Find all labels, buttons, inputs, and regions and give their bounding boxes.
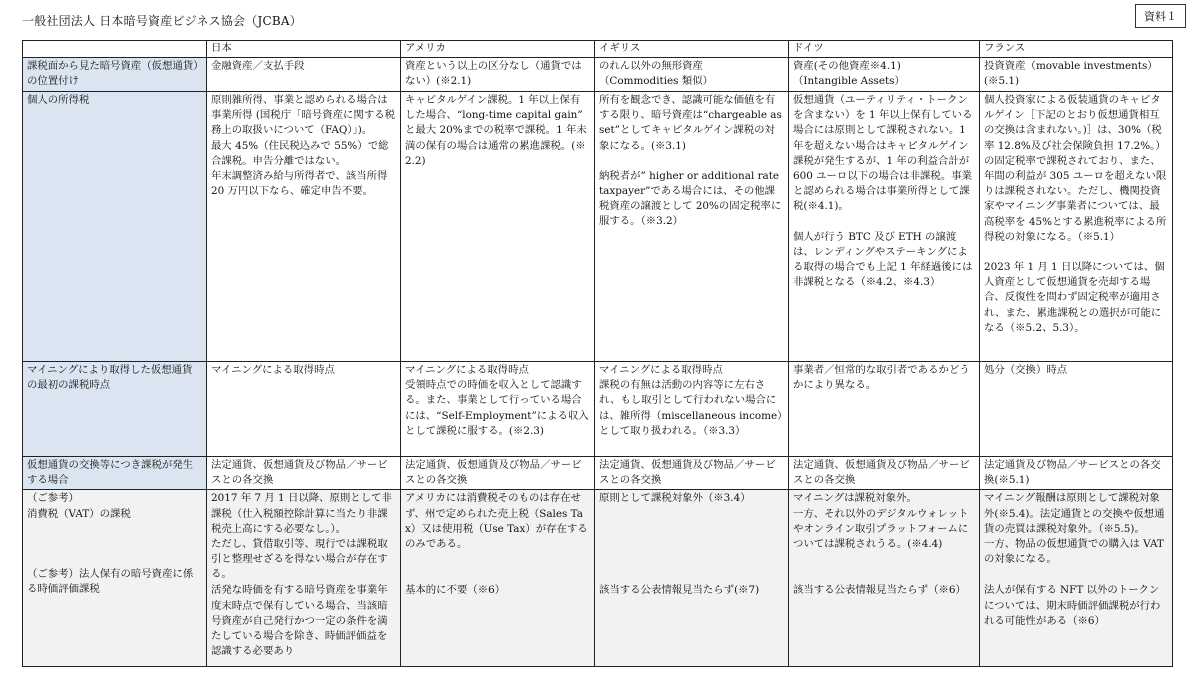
cell-paragraph: 該当する公表情報見当たらず(※7) [599,584,760,597]
cell-japan [207,92,401,362]
cell-paragraph: 資産という以上の区分なし（通貨ではない）(※2.1) [405,60,582,88]
cell-france [980,58,1173,92]
valuation-section [984,583,1168,629]
cell-paragraph: 原則として課税対象外（※3.4） [599,492,751,505]
cell-uk [595,362,789,457]
cell-paragraph: 資産(その他資産※4.1) [793,60,901,72]
cell-paragraph: 事業者／恒常的な取引者であるかどうかにより異なる。 [793,364,970,392]
document-number-badge: 資料１ [1135,4,1186,28]
cell-paragraph: （ご参考） [27,492,79,505]
cell-uk [595,58,789,92]
country-header-germany: ドイツ [789,41,980,58]
cell-germany [789,457,980,490]
row-individual-income-tax [23,92,1173,362]
cell-uk [595,457,789,490]
cell-france [980,92,1173,362]
cell-usa [401,362,595,457]
cell-paragraph: ただし、貸借取引等、現行では課税取引と整理せざるを得ない場合が存在する。 [211,538,388,581]
paragraph-gap [599,154,784,169]
paragraph-gap [27,552,202,567]
cell-paragraph: 所有を観念でき、認識可能な価値を有する限り、暗号資産は“chargeable asset”としてキャピタルゲイン課税の対象になる。(※3.1) [599,94,782,152]
cell-france [980,362,1173,457]
vat-section [599,491,784,583]
cell-paragraph: 法人が保有する NFT 以外のトークンについては、期末時価評価課税が行われる可能性がある（※6） [984,584,1161,627]
row-mining-taxation-timing [23,362,1173,457]
cell-germany [789,362,980,457]
tax-comparison-table [22,40,1173,667]
cell-paragraph: 最大 45%（住民税込みで 55%）で総合課税。申告分離ではない。 [211,139,389,167]
cell-paragraph: 課税の有無は活動の内容等に左右され、もし取引として行われない場合には、雑所得（miscellaneous income）として取り扱われる。（※3.3） [599,379,783,437]
cell-paragraph: のれん以外の無形資産 [599,60,703,72]
cell-paragraph: 該当する公表情報見当たらず（※6） [793,584,966,597]
row-label-exchange-taxable-events: 仮想通貨の交換等につき課税が発生する場合 [23,457,207,490]
paragraph-gap [27,522,202,537]
cell-paragraph: 活発な時価を有する暗号資産を事業年度末時点で保有している場合、当該暗号資産が自己発行かつ一定の条件を満たしている場合を除き、時価評価益を認識する必要あり [211,584,388,658]
valuation-section [211,583,396,659]
cell-reference-usa [401,490,595,667]
cell-paragraph: 2017 年 7 月 1 日以降、原則として非課税（仕入税額控除計算に当たり非課税売上高にする必要なし。）。 [211,492,392,535]
cell-paragraph: 処分（交換）時点 [984,364,1068,376]
country-header-usa: アメリカ [401,41,595,58]
row-label-mining-taxation-timing: マイニングにより取得した仮想通貨の最初の課税時点 [23,362,207,457]
cell-paragraph: 法定通貨、仮想通貨及び物品／サービスとの各交換 [405,459,582,487]
cell-paragraph: マイニングは課税対象外。 [793,492,917,505]
cell-germany [789,58,980,92]
paragraph-gap [27,537,202,552]
row-reference-vat-and-corporate-valuation [23,490,1173,667]
cell-paragraph: （ご参考）法人保有の暗号資産に係る時価評価課税 [27,567,194,596]
cell-paragraph: 金融資産／支払手段 [211,60,305,72]
cell-france [980,457,1173,490]
cell-paragraph: マイニングによる取得時点 [599,364,723,376]
cell-reference-germany [789,490,980,667]
cell-paragraph: 法定通貨、仮想通貨及び物品／サービスとの各交換 [211,459,388,487]
cell-paragraph: （Intangible Assets） [793,75,905,88]
row-label-reference [23,490,207,667]
cell-paragraph: 2023 年 1 月 1 日以降については、個人資産として仮想通貨を売却する場合、反復性を問わず固定税率が適用され、また、累進課税との選択が可能になる（※5.2、5.3）。 [984,261,1165,334]
cell-paragraph: 納税者が” higher or additional rate taxpayer”である場合には、その他課税資産の譲渡として 20%の固定税率に服する。（※3.2） [599,169,782,228]
cell-usa [401,457,595,490]
cell-paragraph: 一方、物品の仮想通貨での購入は VAT の対象になる。 [984,538,1164,566]
cell-paragraph: 原則雑所得、事業と認められる場合は事業所得 (国税庁「暗号資産に関する税務上の取扱いについて（FAQ）」)。 [211,94,395,137]
row-asset-positioning [23,58,1173,92]
valuation-section [405,583,590,598]
paragraph-gap [793,215,975,230]
cell-usa [401,58,595,92]
vat-section [793,491,975,583]
cell-usa [401,92,595,362]
corner-cell [23,41,207,58]
country-header-france: フランス [980,41,1173,58]
cell-paragraph: 法定通貨及び物品／サービスとの各交換(※5.1) [984,459,1161,487]
cell-paragraph: マイニングによる取得時点 [211,364,335,376]
cell-japan [207,362,401,457]
cell-paragraph: 年末調整済み給与所得者で、該当所得 20 万円以下なら、確定申告不要。 [211,170,388,198]
cell-paragraph: 基本的に不要（※6） [405,584,506,597]
cell-reference-japan [207,490,401,667]
organization-name: 一般社団法人 日本暗号資産ビジネス協会（JCBA） [22,14,302,28]
cell-japan [207,58,401,92]
cell-reference-uk [595,490,789,667]
cell-reference-france [980,490,1173,667]
cell-paragraph: 一方、それ以外のデジタルウォレットやオンライン取引プラットフォームについては課税されうる。(※4.4) [793,507,969,551]
row-label-asset-positioning: 課税面から見た暗号資産（仮想通貨）の位置付け [23,58,207,92]
cell-paragraph: 受領時点での時価を収入として認識する。また、事業として行っている場合には、“Self-Employment”による収入として課税に服する。(※2.3) [405,379,589,437]
header-row [23,41,1173,58]
cell-paragraph: 法定通貨、仮想通貨及び物品／サービスとの各交換 [793,459,970,487]
cell-paragraph: マイニングによる取得時点 [405,364,529,376]
cell-paragraph: 投資資産（movable investments）(※5.1) [984,60,1158,88]
cell-uk [595,92,789,362]
row-exchange-taxable-events [23,457,1173,490]
cell-paragraph: 消費税（VAT）の課税 [27,507,131,520]
vat-section [984,491,1168,583]
valuation-section [599,583,784,598]
row-label-individual-income-tax: 個人の所得税 [23,92,207,362]
cell-paragraph: マイニング報酬は原則として課税対象外(※5.4)。法定通貨との交換や仮想通貨の売買は課税対象外。（※5.5)。 [984,492,1165,535]
cell-paragraph: （Commodities 類似） [599,75,713,88]
cell-paragraph: 仮想通貨（ユーティリティ・トークンを含まない）を 1 年以上保有している場合には原則として課税されない。1 年を超えない場合はキャピタルゲイン課税が発生するが、1 年の利益合計が 600 ユーロ以下の場合は非課税。事業と認められる場合は事業所得として課税(※4.1)。 [793,94,973,213]
country-header-japan: 日本 [207,41,401,58]
cell-paragraph: 個人が行う BTC 及び ETH の譲渡は、レンディングやステーキングによる取得の場合でも上記 1 年経過後には非課税となる（※4.2、※4.3） [793,230,973,289]
cell-germany [789,92,980,362]
cell-paragraph: アメリカには消費税そのものは存在せず、州で定められた売上税（Sales Tax）又は使用税（Use Tax）が存在するのみである。 [405,492,588,551]
cell-paragraph: 法定通貨、仮想通貨及び物品／サービスとの各交換 [599,459,776,487]
vat-section [211,491,396,583]
country-header-uk: イギリス [595,41,789,58]
cell-japan [207,457,401,490]
paragraph-gap [984,245,1168,260]
vat-section [405,491,590,583]
cell-paragraph: キャピタルゲイン課税。1 年以上保有した場合、“long-time capital gain” と最大 20%までの税率で課税。1 年未満の保有の場合は通常の累進課税。(※2.2) [405,94,587,167]
valuation-section [793,583,975,598]
cell-paragraph: 個人投資家による仮装通貨のキャピタルゲイン［下記のとおり仮想通貨相互の交換は含まれない。)］は、30%（税率 12.8%及び社会保険負担 17.2%。）の固定税率で課税されており、また、年間の利益が 305 ユーロを超えない限りは課税されない。ただし、機関投資家やマイニング事業者については、最高税率を 45%とする累進税率による所得税の対象になる。（※5.1） [984,94,1167,243]
